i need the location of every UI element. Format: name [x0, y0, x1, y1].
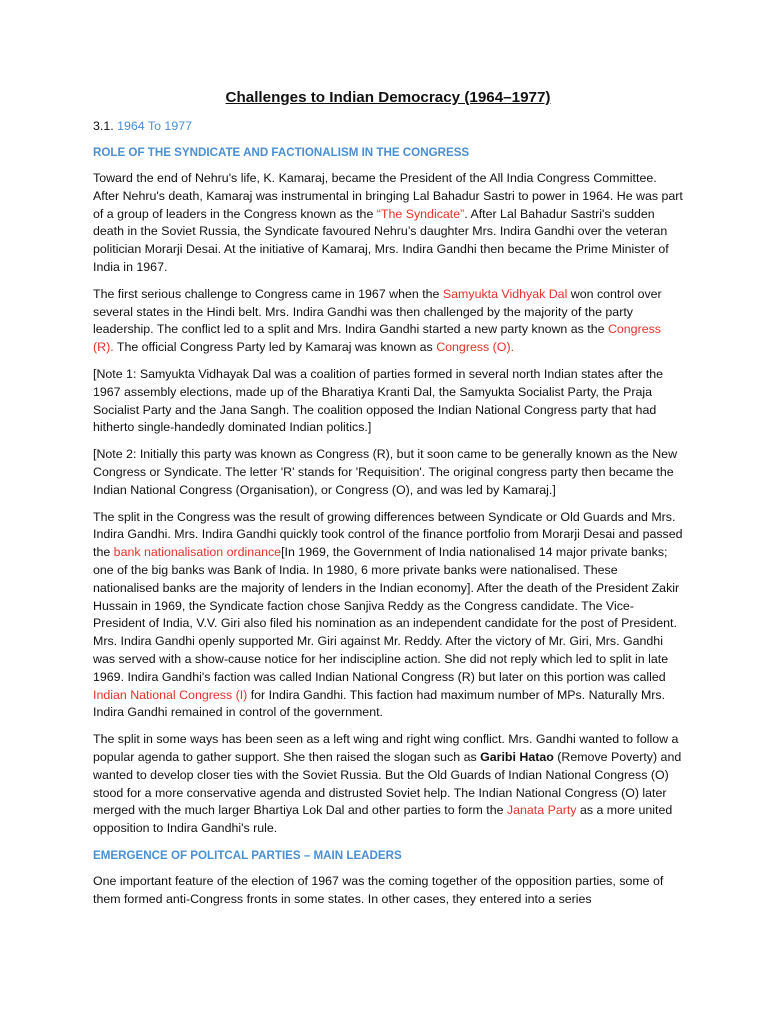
- text: for Indira Gandhi. This faction had maximum number of MPs. Naturally Mrs. Indira Gandhi remained in control of the government.: [93, 687, 666, 720]
- bold-garibi-hatao: Garibi Hatao: [480, 749, 554, 764]
- note-1: [Note 1: Samyukta Vidhayak Dal was a coalition of parties formed in several north Indian states after the 1967 assembly elections, made up of the Bharatiya Kranti Dal, the Samyukta Socialist Party, the Praja Socialist Party and the Jana Sangh. The coalition opposed the Indian National Congress party that had hitherto single-handedly dominated Indian politics.]: [93, 366, 664, 435]
- highlight-inc-i: Indian National Congress (I): [93, 687, 248, 702]
- text: The split in some ways has been seen as a left wing and right wing conflict. Mrs. Gandhi wanted to follow a popular agenda to gather support. She then raised the slogan such as: [93, 732, 679, 764]
- paragraph-split: [93, 509, 683, 723]
- highlight-congress-o: Congress (O).: [436, 340, 515, 355]
- text: as a more united opposition to Indira Gandhi's rule.: [93, 803, 673, 836]
- text: (Remove Poverty) and wanted to develop closer ties with the Soviet Russia. But the Old Guards of Indian National Congress (O) stood for a more conservative agenda and distrusted Soviet help. The Indian National Congress (O) later merged with the much larger Bhartiya Lok Dal and other parties to form the: [93, 749, 682, 818]
- subheading-political-parties: EMERGENCE OF POLITCAL PARTIES – MAIN LEADERS: [93, 848, 402, 862]
- document-page: [93, 88, 683, 917]
- text: The official Congress Party led by Kamaraj was known as: [113, 340, 437, 355]
- highlight-janata-party: Janata Party: [506, 803, 577, 818]
- subheading-syndicate: ROLE OF THE SYNDICATE AND FACTIONALISM IN THE CONGRESS: [93, 146, 470, 159]
- page-title: Challenges to Indian Democracy (1964–1977): [225, 89, 551, 106]
- paragraph-first-challenge: [93, 286, 683, 357]
- text: [In 1969, the Government of India nationalised 14 major private banks; one of the big banks was Bank of India. In 1980, 6 more private banks were nationalised. These nationalised banks are the majority of lenders in the Indian economy]. After the death of the President Zakir Hussain in 1969, the Syndicate faction chose Sanjiva Reddy as the Congress candidate. The Vice-President of India, V.V. Giri also filed his nomination as an independent candidate for the post of President. Mrs. Indira Gandhi openly supported Mr. Giri against Mr. Reddy. After the victory of Mr. Giri, Mrs. Gandhi was served with a show-cause notice for her indiscipline action. She did not reply which led to split in late 1969. Indira Gandhi's faction was called Indian National Congress (R) but later on this portion was called: [93, 545, 680, 684]
- text: Toward the end of Nehru's life, K. Kamaraj, became the President of the All India Congress Committee. After Nehru's death, Kamaraj was instrumental in bringing Lal Bahadur Sastri to power in 1964. He was part of a group of leaders in the Congress known as the: [93, 171, 683, 221]
- text: . After Lal Bahadur Sastri's sudden death in the Soviet Russia, the Syndicate favoured Nehru’s daughter Mrs. Indira Gandhi over the veteran politician Morarji Desai. At the initiative of Kamaraj, Mrs. Indira Gandhi then became the Prime Minister of India in 1967.: [93, 206, 669, 274]
- highlight-bank-ordinance: bank nationalisation ordinance: [113, 545, 282, 560]
- paragraph-1967-election: One important feature of the election of 1967 was the coming together of the opposition parties, some of them formed anti-Congress fronts in some states. In other cases, they entered into a series: [93, 873, 664, 906]
- highlight-congress-r: Congress (R).: [93, 322, 661, 355]
- text: won control over several states in the Hindi belt. Mrs. Indira Gandhi was then challenged by the majority of the party leadership. The conflict led to a split and Mrs. Indira Gandhi started a new party known as the: [93, 286, 662, 337]
- section-number: 3.1.: [93, 119, 114, 133]
- highlight-svd: Samyukta Vidhyak Dal: [442, 286, 568, 301]
- text: The split in the Congress was the result of growing differences between Syndicate or Old Guards and Mrs. Indira Gandhi. Mrs. Indira Gandhi quickly took control of the finance portfolio from Morarji Desai and passed the: [93, 509, 683, 560]
- section-title: 1964 To 1977: [117, 119, 193, 133]
- paragraph-kamaraj: [93, 170, 683, 277]
- note-2: [Note 2: Initially this party was known as Congress (R), but it soon came to be generally known as the New Congress or Syndicate. The letter 'R' stands for 'Requisition'. The original congress party then became the Indian National Congress (Organisation), or Congress (O), and was led by Kamaraj.]: [93, 447, 678, 497]
- highlight-syndicate: “The Syndicate”: [376, 206, 465, 221]
- text: The first serious challenge to Congress came in 1967 when the: [93, 286, 443, 301]
- paragraph-left-right: [93, 731, 683, 838]
- section-header: [93, 118, 683, 135]
